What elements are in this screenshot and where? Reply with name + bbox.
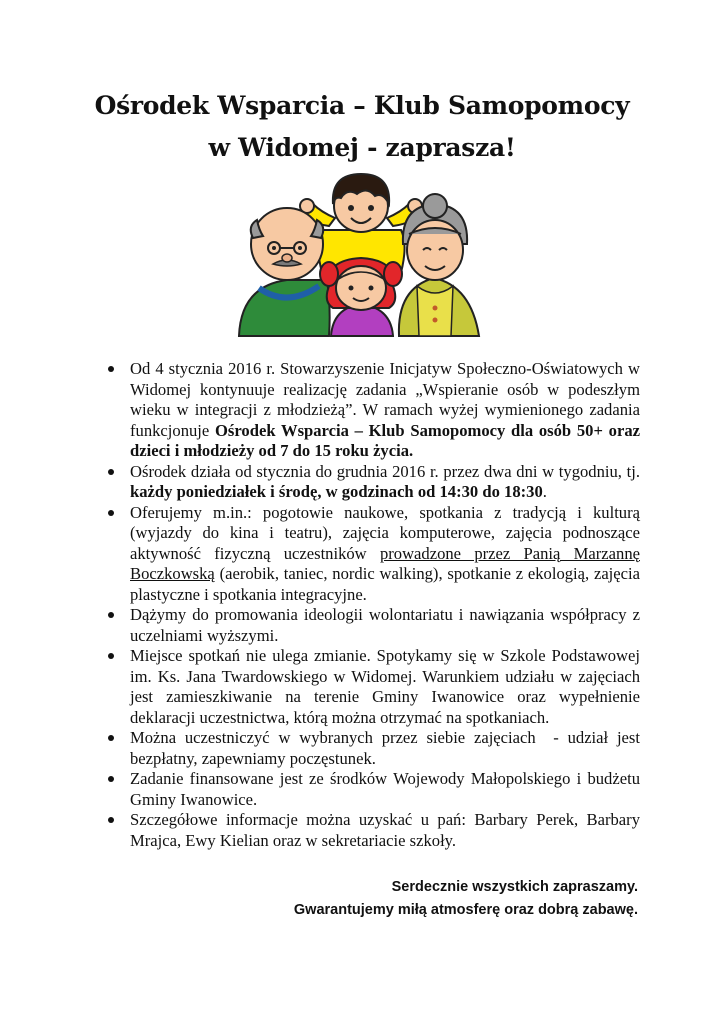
closing-line-1: Serdecznie wszystkich zapraszamy. [391, 879, 638, 895]
item-bold-text: każdy poniedziałek i środę, w godzinach od 14:30 do 18:30 [130, 482, 543, 501]
item-text: Szczegółowe informacje można uzyskać u pań: Barbary Perek, Barbary Mrajca, Ewy Kielian oraz w sekretariacie szkoły. [130, 810, 640, 850]
info-list [105, 359, 645, 851]
item-text: Ośrodek działa od stycznia do grudnia 2016 r. przez dwa dni w tygodniu, tj. [130, 461, 640, 481]
title-line-2: w Widomej - zaprasza! [208, 133, 516, 162]
bullet-icon [108, 510, 114, 516]
item-text: Oferujemy m.in.: pogotowie naukowe, spotkania z tradycją i kulturą (wyjazdy do kina i teatru), zajęcia komputerowe, zajęcia podnoszące aktywność fizyczną uczestników [130, 502, 640, 563]
item-text-end: . [542, 482, 547, 501]
family-illustration [229, 168, 495, 338]
item-text-end: (aerobik, taniec, nordic walking), spotkanie z ekologią, zajęcia plastyczne i spotkania integracyjne. [130, 564, 640, 604]
list-item [105, 359, 640, 462]
closing-line-2: Gwarantujemy miłą atmosferę oraz dobrą zabawę. [293, 902, 638, 918]
grandpa-figure [239, 208, 330, 336]
list-item [105, 810, 640, 851]
list-item [105, 503, 640, 606]
girl-figure [320, 258, 402, 336]
bullet-icon [108, 612, 114, 618]
list-item [105, 605, 640, 646]
item-text: Miejsce spotkań nie ulega zmianie. Spotykamy się w Szkole Podstawowej im. Ks. Jana Twardowskiego w Widomej. Warunkiem udziału w zajęciach jest zamieszkiwanie na terenie Gminy Iwanowice oraz wypełnienie deklaracji uczestnictwa, którą można otrzymać na spotkaniach. [130, 646, 640, 727]
bullet-icon [108, 469, 114, 475]
list-item [105, 769, 640, 810]
bullet-icon [108, 817, 114, 823]
bullet-icon [108, 653, 114, 659]
list-item [105, 646, 640, 728]
item-underlined-text: prowadzone przez Panią Marzannę Boczkowską [130, 543, 640, 583]
item-text: Można uczestniczyć w wybranych przez siebie zajęciach - udział jest bezpłatny, zapewniamy poczęstunek. [130, 728, 645, 768]
bullet-icon [108, 735, 114, 741]
bullet-icon [108, 776, 114, 782]
item-text: Od 4 stycznia 2016 r. Stowarzyszenie Inicjatyw Społeczno-Oświatowych w Widomej kontynuuje realizację zadania „Wspieranie osób w podeszłym wieku w integracji z młodzieżą”. W ramach wyżej wymienionego zadania funkcjonuje [130, 359, 640, 440]
list-item [105, 462, 640, 503]
title-line-1: Ośrodek Wsparcia – Klub Samopomocy [94, 91, 630, 120]
item-text: Dążymy do promowania ideologii wolontariatu i nawiązania współpracy z uczelniami wyższymi. [130, 605, 640, 645]
item-bold-text: Ośrodek Wsparcia – Klub Samopomocy dla osób 50+ oraz dzieci i młodzieży od 7 do 15 roku życia. [130, 420, 640, 460]
bullet-icon [108, 366, 114, 372]
item-text: Zadanie finansowane jest ze środków Wojewody Małopolskiego i budżetu Gminy Iwanowice. [130, 769, 640, 809]
list-item [105, 728, 645, 769]
grandma-figure [399, 194, 479, 336]
